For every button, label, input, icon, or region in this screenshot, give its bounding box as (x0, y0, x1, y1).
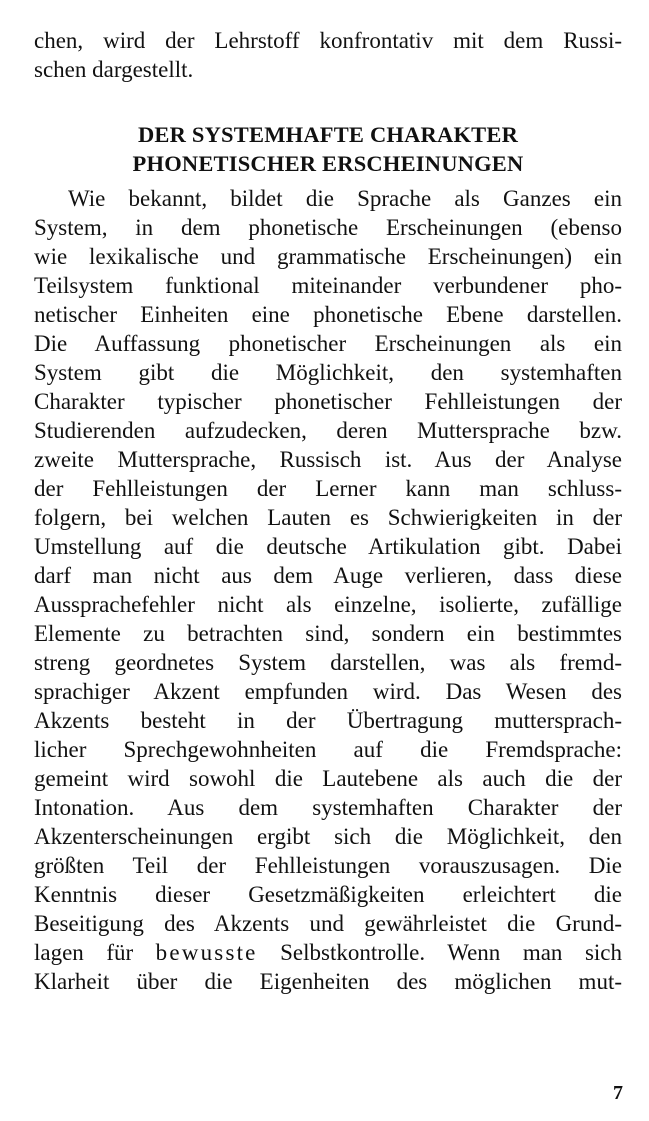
text-line: Studierenden aufzudecken, deren Muttersprache bzw. (34, 418, 622, 443)
text-fragment: Selbstkontrolle. Wenn man sich (257, 940, 622, 965)
text-line: Intonation. Aus dem systemhaften Charakter der (34, 795, 622, 820)
text-line: Kenntnis dieser Gesetzmäßigkeiten erleichtert die (34, 882, 622, 907)
text-line: Akzenterscheinungen ergibt sich die Möglichkeit, den (34, 824, 622, 849)
text-line: licher Sprechgewohnheiten auf die Fremdsprache: (34, 737, 622, 762)
text-line-emphasis (34, 938, 622, 967)
text-line: Akzents besteht in der Übertragung muttersprach- (34, 708, 622, 733)
text-line: streng geordnetes System darstellen, was als fremd- (34, 650, 622, 675)
text-line: System gibt die Möglichkeit, den systemhaften (34, 360, 622, 385)
text-line: wie lexikalische und grammatische Erscheinungen) ein (34, 244, 622, 269)
text-line: schen dargestellt. (34, 57, 194, 82)
page-number: 7 (613, 1082, 623, 1104)
text-line: System, in dem phonetische Erscheinungen (ebenso (34, 215, 622, 240)
heading-line-1: DER SYSTEMHAFTE CHARAKTER (137, 122, 519, 147)
text-line: Klarheit über die Eigenheiten des möglichen mut- (34, 969, 622, 994)
text-line: Umstellung auf die deutsche Artikulation gibt. Dabei (34, 534, 622, 559)
page-body (34, 26, 622, 996)
text-line: gemeint wird sowohl die Lautebene als auch die der (34, 766, 622, 791)
text-line: Die Auffassung phonetischer Erscheinungen als ein (34, 331, 622, 356)
text-line: zweite Muttersprache, Russisch ist. Aus der Analyse (34, 447, 622, 472)
text-line: Aussprachefehler nicht als einzelne, isolierte, zufällige (34, 592, 622, 617)
text-line: darf man nicht aus dem Auge verlieren, dass diese (34, 563, 622, 588)
heading-line-2: PHONETISCHER ERSCHEINUNGEN (132, 151, 524, 176)
text-line: der Fehlleistungen der Lerner kann man schluss- (34, 476, 622, 501)
body-paragraph (34, 184, 622, 996)
text-line: Wie bekannt, bildet die Sprache als Ganzes ein (68, 186, 622, 211)
intro-text (34, 26, 622, 84)
spaced-emphasis: bewusste (155, 940, 258, 965)
section-heading (34, 120, 622, 178)
text-line: chen, wird der Lehrstoff konfrontativ mit dem Russi- (34, 28, 622, 53)
text-line: Charakter typischer phonetischer Fehlleistungen der (34, 389, 622, 414)
text-line: sprachiger Akzent empfunden wird. Das Wesen des (34, 679, 622, 704)
text-line: netischer Einheiten eine phonetische Ebene darstellen. (34, 302, 622, 327)
text-fragment: lagen für (34, 940, 156, 965)
text-line: Teilsystem funktional miteinander verbundener pho- (34, 273, 622, 298)
text-line: Elemente zu betrachten sind, sondern ein bestimmtes (34, 621, 622, 646)
text-line: folgern, bei welchen Lauten es Schwierigkeiten in der (34, 505, 622, 530)
text-line: Beseitigung des Akzents und gewährleistet die Grund- (34, 911, 622, 936)
text-line: größten Teil der Fehlleistungen vorauszusagen. Die (34, 853, 622, 878)
